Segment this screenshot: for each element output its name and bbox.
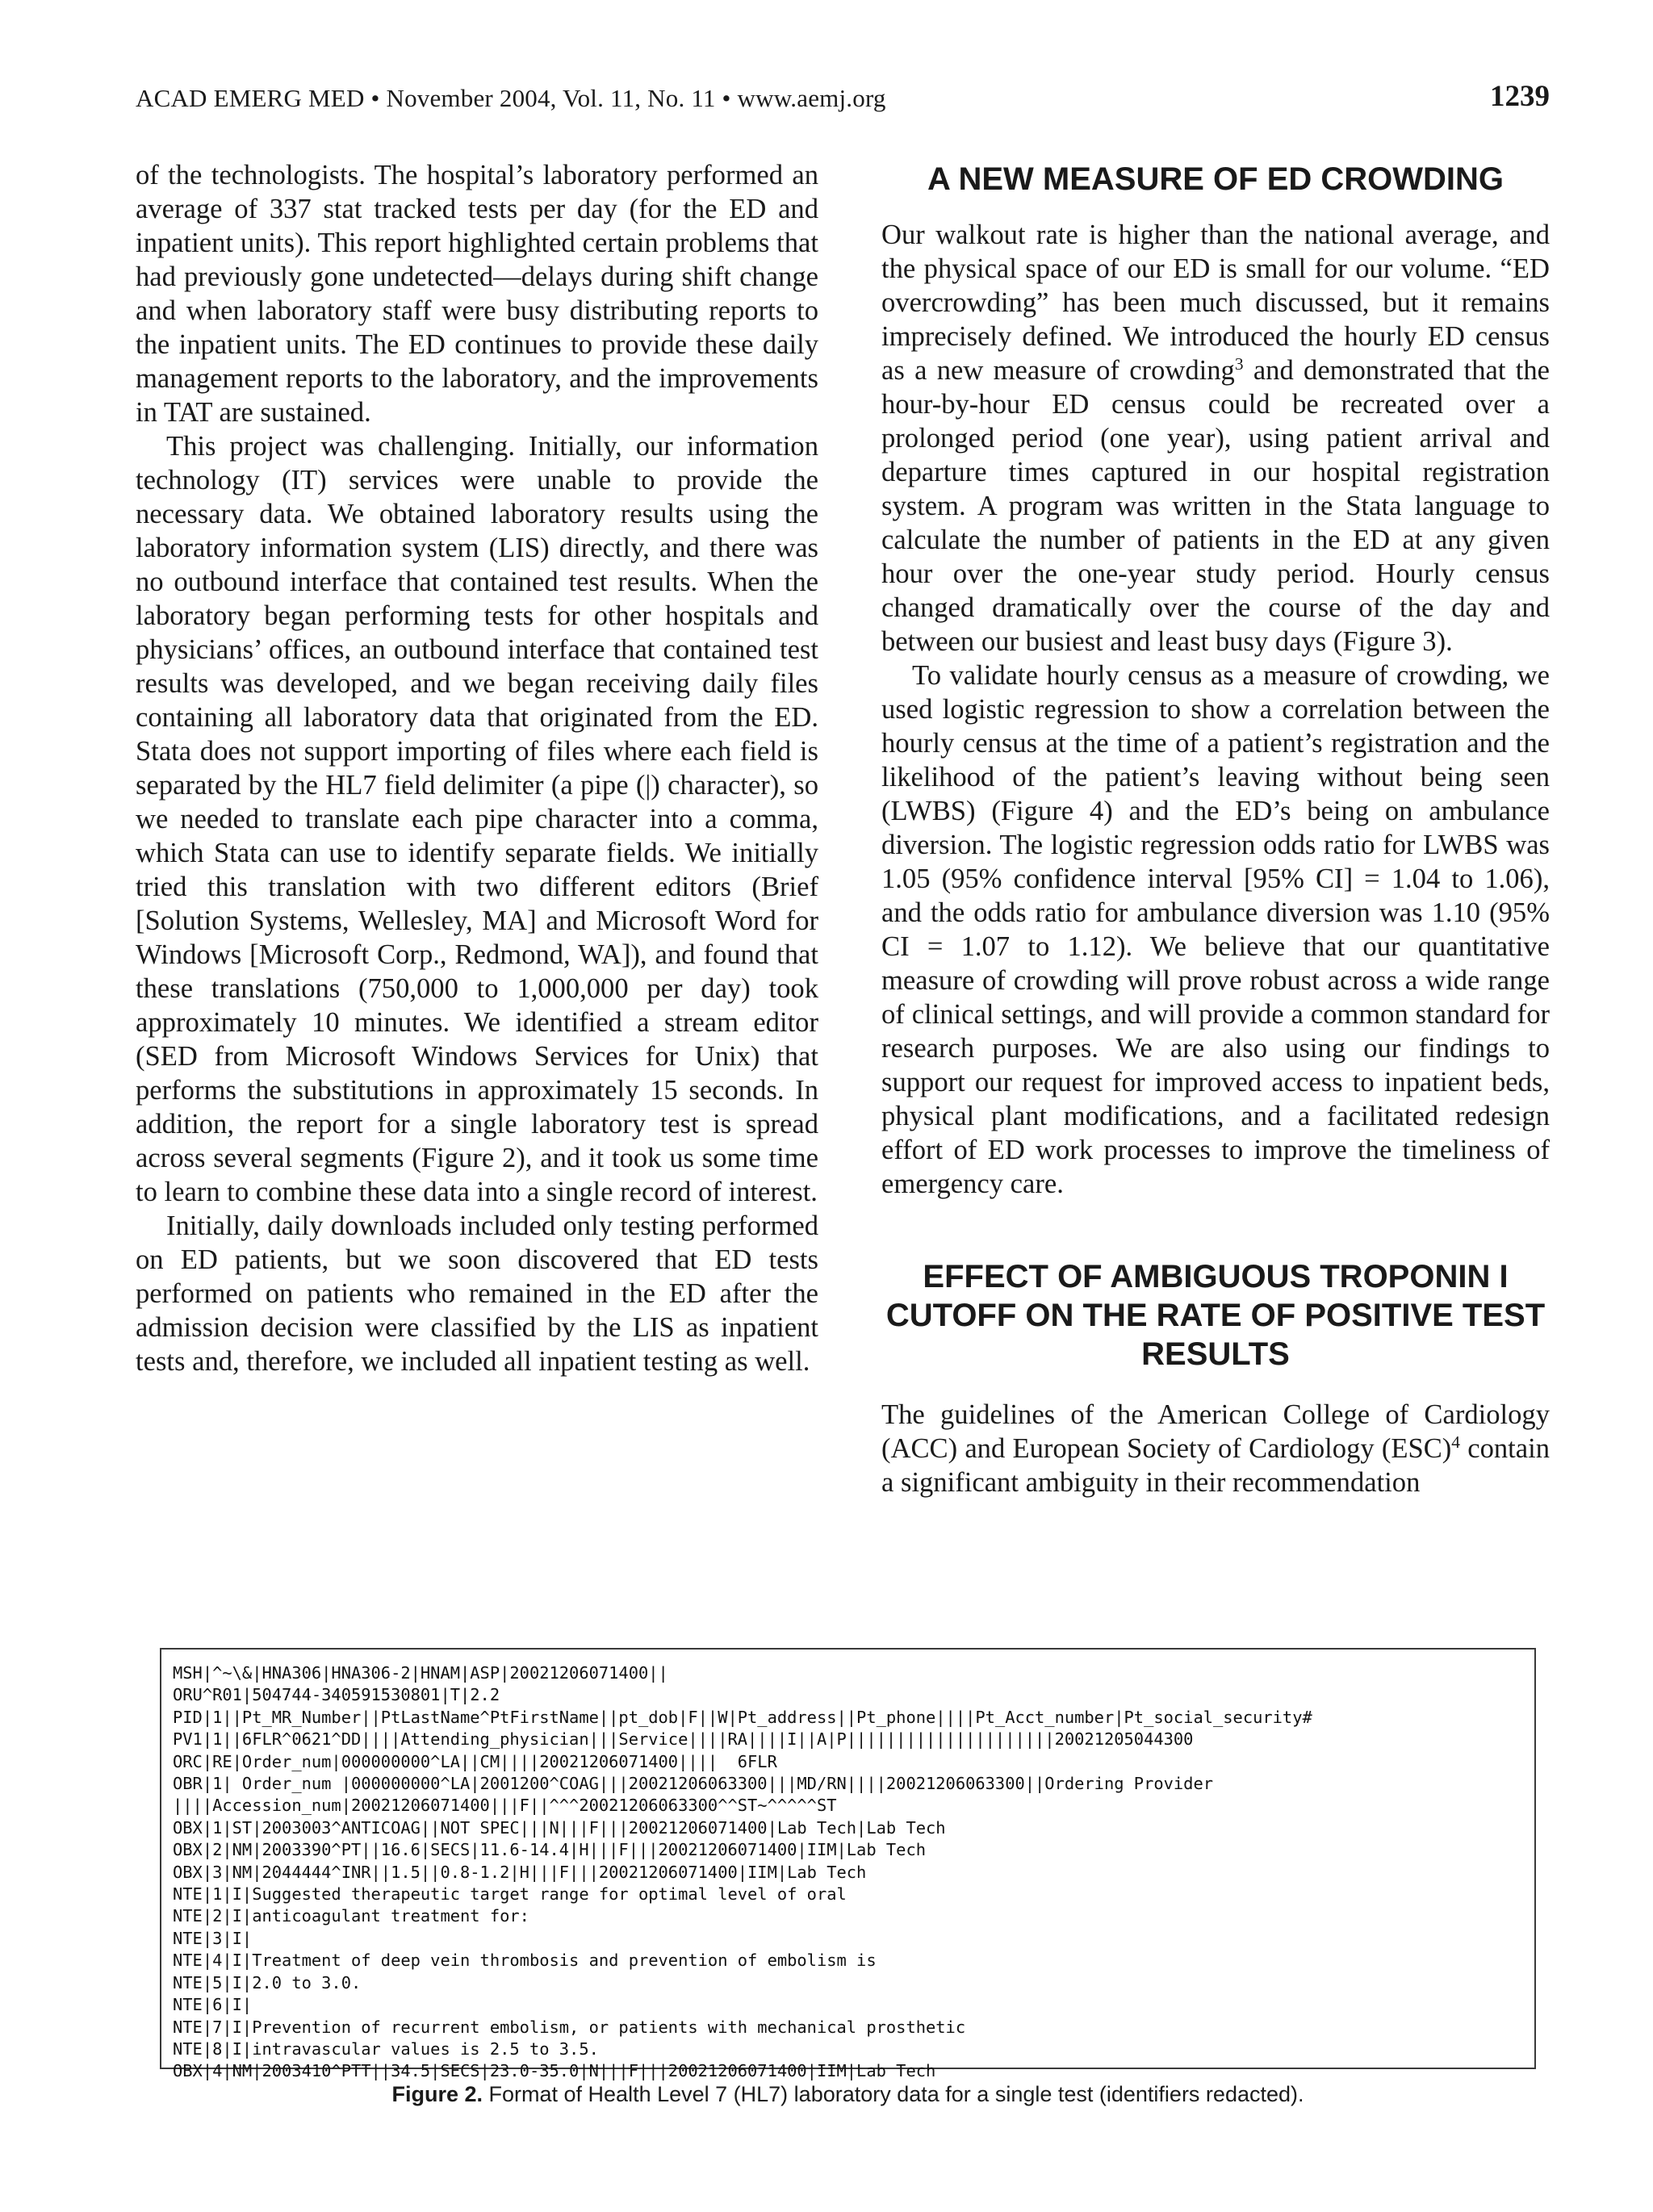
hl7-line: NTE|8|I|intravascular values is 2.5 to 3.5.	[173, 2038, 599, 2059]
hl7-line: ORU^R01|504744-340591530801|T|2.2	[173, 1685, 500, 1705]
hl7-line: PID|1||Pt_MR_Number||PtLastName^PtFirstName||pt_dob|F||W|Pt_address||Pt_phone||||Pt_Acct_number|Pt_social_security#	[173, 1707, 1312, 1727]
figure-caption-label: Figure 2.	[391, 2082, 483, 2106]
right-column	[881, 158, 1550, 1499]
hl7-line: MSH|^~\&|HNA306|HNA306-2|HNAM|ASP|20021206071400||	[173, 1663, 668, 1683]
hl7-line: NTE|5|I|2.0 to 3.0.	[173, 1972, 362, 1992]
hl7-line: NTE|6|I|	[173, 1995, 253, 2015]
body-paragraph: To validate hourly census as a measure of crowding, we used logistic regression to show a correlation between the hourly census at the time of a patient’s registration and the likelihood of the patient’s leaving without being seen (LWBS) (Figure 4) and the ED’s being on ambulance diversion. The logistic regression odds ratio for LWBS was 1.05 (95% confidence interval [95% CI] = 1.04 to 1.06), and the odds ratio for ambulance diversion was 1.10 (95% CI = 1.07 to 1.12). We believe that our quantitative measure of crowding will prove robust across a wide range of clinical settings, and will provide a common standard for research purposes. We are also using our findings to support our request for improved access to inpatient beds, physical plant modifications, and a facilitated redesign effort of ED work processes to improve the timeliness of emergency care.	[881, 660, 1550, 1199]
hl7-line: NTE|7|I|Prevention of recurrent embolism, or patients with mechanical prosthetic	[173, 2017, 966, 2037]
text-run: Our walkout rate is higher than the national average, and the physical space of our ED is small for our volume. “ED overcrowding” has been much discussed, but it remains imprecisely defined. We introduced the hourly ED census as a new measure of crowding	[881, 220, 1550, 386]
hl7-line: OBX|4|NM|2003410^PTT||34.5|SECS|23.0-35.0|N|||F|||20021206071400|IIM|Lab Tech	[173, 2061, 936, 2081]
hl7-line: ||||Accession_num|20021206071400|||F||^^^20021206063300^^ST~^^^^^ST	[173, 1796, 837, 1816]
hl7-line: ORC|RE|Order_num|000000000^LA||CM||||20021206071400|||| 6FLR	[173, 1751, 777, 1771]
left-column	[136, 158, 818, 1378]
body-paragraph	[881, 1398, 1550, 1499]
body-paragraph: of the technologists. The hospital’s laboratory performed an average of 337 stat tracked tests per day (for the ED and inpatient units). This report highlighted certain problems that had previously gone undetected—delays during shift change and when laboratory staff were busy distributing reports to the inpatient units. The ED continues to provide these daily management reports to the laboratory, and the improvements in TAT are sustained.	[136, 160, 818, 428]
hl7-line: NTE|2|I|anticoagulant treatment for:	[173, 1906, 529, 1926]
text-run: The guidelines of the American College of Cardiology (ACC) and European Society of Cardiology (ESC)	[881, 1399, 1550, 1464]
hl7-line: OBX|2|NM|2003390^PT||16.6|SECS|11.6-14.4|H|||F|||20021206071400|IIM|Lab Tech	[173, 1840, 926, 1860]
page-number: 1239	[1490, 80, 1550, 113]
hl7-line: OBX|3|NM|2044444^INR||1.5||0.8-1.2|H|||F|||20021206071400|IIM|Lab Tech	[173, 1862, 867, 1882]
text-run: contain a significant ambiguity in their recommendation	[881, 1433, 1550, 1498]
body-paragraph: This project was challenging. Initially, our information technology (IT) services were unable to provide the necessary data. We obtained laboratory results using the laboratory information system (LIS) directly, and there was no outbound interface that contained test results. When the laboratory began performing tests for other hospitals and physicians’ offices, an outbound interface that contained test results was developed, and we began receiving daily files containing all laboratory data that originated from the ED. Stata does not support importing of files where each field is separated by the HL7 field delimiter (a pipe (|) character), so we needed to translate each pipe character into a comma, which Stata can use to identify separate fields. We initially tried this translation with two different editors (Brief [Solution Systems, Wellesley, MA] and Microsoft Word for Windows [Microsoft Corp., Redmond, WA]), and found that these translations (750,000 to 1,000,000 per day) took approximately 10 minutes. We identified a stream editor (SED from Microsoft Windows Services for Unix) that performs the substitutions in approximately 15 seconds. In addition, the report for a single laboratory test is spread across several segments (Figure 2), and it took us some time to learn to combine these data into a single record of interest.	[136, 431, 818, 1207]
hl7-line: OBR|1| Order_num |000000000^LA|2001200^COAG|||20021206063300|||MD/RN||||20021206063300||Ordering Provider	[173, 1774, 1214, 1794]
hl7-line: PV1|1||6FLR^0621^DD||||Attending_physician|||Service||||RA||||I||A|P|||||||||||||||||||||20021205044300	[173, 1729, 1194, 1750]
hl7-line: OBX|1|ST|2003003^ANTICOAG||NOT SPEC|||N|||F|||20021206071400|Lab Tech|Lab Tech	[173, 1817, 946, 1838]
figure-caption-text: Format of Health Level 7 (HL7) laboratory data for a single test (identifiers redacted).	[483, 2082, 1304, 2106]
hl7-line: NTE|3|I|	[173, 1928, 253, 1948]
body-paragraph: Initially, daily downloads included only testing performed on ED patients, but we soon discovered that ED tests performed on patients who remained in the ED after the admission decision were classified by the LIS as inpatient tests and, therefore, we included all inpatient testing as well.	[136, 1211, 818, 1377]
figure-hl7-box	[160, 1648, 1536, 2081]
citation-superscript: 3	[1234, 354, 1244, 374]
hl7-line: NTE|4|I|Treatment of deep vein thrombosis and prevention of embolism is	[173, 1951, 877, 1971]
page-header	[136, 79, 1550, 121]
body-paragraph	[881, 218, 1550, 659]
running-head: ACAD EMERG MED • November 2004, Vol. 11, No. 11 • www.aemj.org	[136, 84, 886, 112]
citation-superscript: 4	[1451, 1432, 1461, 1453]
section-heading: EFFECT OF AMBIGUOUS TROPONIN I CUTOFF ON THE RATE OF POSITIVE TEST RESULTS	[885, 1259, 1546, 1372]
text-run: and demonstrated that the hour-by-hour ED census could be recreated over a prolonged period (one year), using patient arrival and departure times captured in our hospital registration system. A program was written in the Stata language to calculate the number of patients in the ED at any given hour over the one-year study period. Hourly census changed dramatically over the course of the day and between our busiest and least busy days (Figure 3).	[881, 355, 1550, 657]
hl7-line: NTE|1|I|Suggested therapeutic target range for optimal level of oral	[173, 1884, 847, 1905]
section-heading: A NEW MEASURE OF ED CROWDING	[927, 161, 1504, 197]
figure-caption	[160, 2080, 1536, 2108]
